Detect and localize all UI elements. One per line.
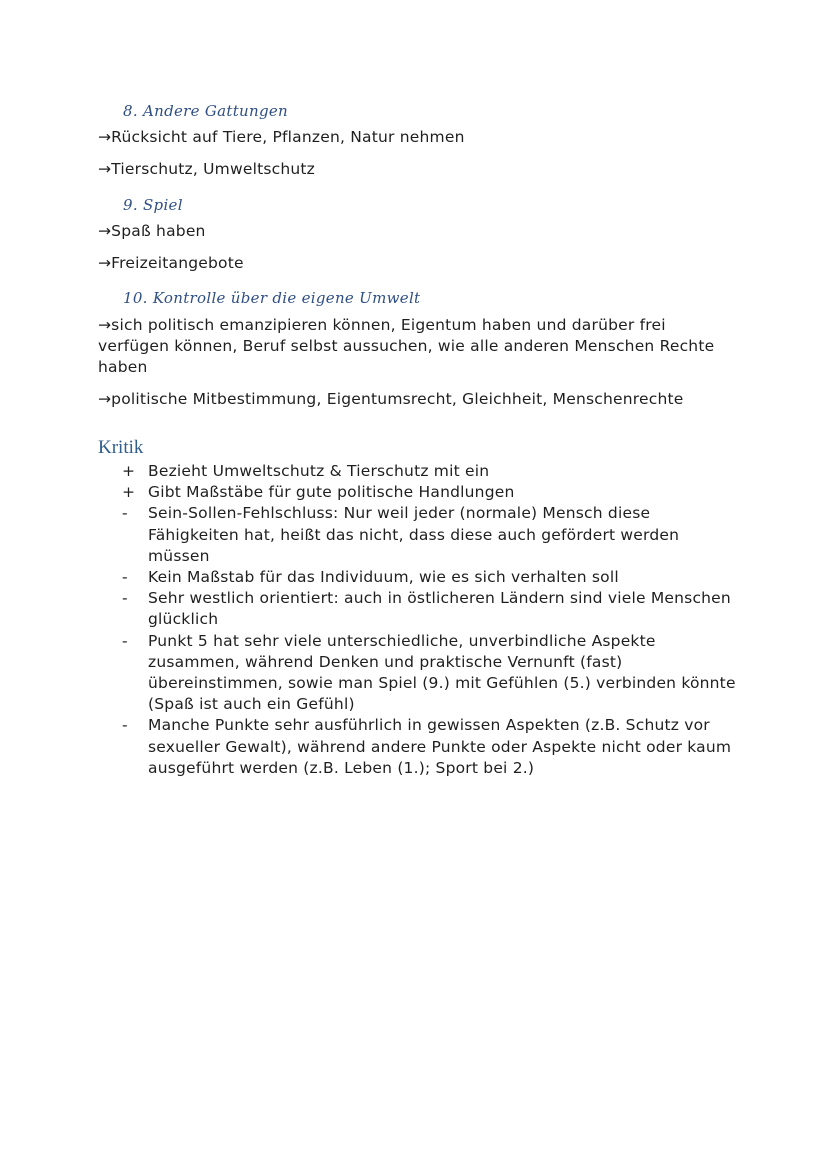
section-heading-spiel: 9. Spiel xyxy=(123,196,183,214)
kritik-title: Kritik xyxy=(98,437,144,458)
kritik-item-text: Bezieht Umweltschutz & Tierschutz mit ein xyxy=(148,462,490,480)
kritik-item-text: Kein Maßstab für das Individuum, wie es sich verhalten soll xyxy=(148,568,619,587)
bullet-marker: + xyxy=(122,483,136,502)
kritik-item xyxy=(118,588,738,630)
kritik-item xyxy=(118,461,738,482)
section-line: →Freizeitangebote xyxy=(98,254,244,272)
bullet-marker: - xyxy=(122,589,128,608)
kritik-item-text: Manche Punkte sehr ausführlich in gewissen Aspekten (z.B. Schutz vor sexueller Gewalt), während andere Punkte oder Aspekte nicht oder kaum ausgeführt werden (z.B. Leben (1.); Sport bei 2.) xyxy=(148,716,732,777)
kritik-item-text: Sein-Sollen-Fehlschluss: Nur weil jeder (normale) Mensch diese Fähigkeiten hat, heißt das nicht, dass diese auch gefördert werden müssen xyxy=(148,504,680,565)
kritik-item xyxy=(118,631,738,716)
bullet-marker: - xyxy=(122,631,128,650)
section-line: →Rücksicht auf Tiere, Pflanzen, Natur nehmen xyxy=(98,128,465,146)
bullet-marker: - xyxy=(122,504,128,523)
bullet-marker: - xyxy=(122,568,128,587)
section-line: →Tierschutz, Umweltschutz xyxy=(98,160,316,178)
kritik-item xyxy=(118,715,738,779)
kritik-item xyxy=(118,482,738,503)
kritik-item-text: Punkt 5 hat sehr viele unterschiedliche, unverbindliche Aspekte zusammen, während Denken und praktische Vernunft (fast) übereinstimmen, sowie man Spiel (9.) mit Gefühlen (5.) verbinden könnte (Spaß ist auch ein Gefühl) xyxy=(148,631,736,714)
kritik-item xyxy=(118,567,738,588)
bullet-marker: + xyxy=(122,462,136,480)
kritik-item xyxy=(118,503,738,567)
section-heading-kontrolle: 10. Kontrolle über die eigene Umwelt xyxy=(123,289,421,307)
bullet-marker: - xyxy=(122,716,128,735)
section-line: →politische Mitbestimmung, Eigentumsrecht, Gleichheit, Menschenrechte xyxy=(98,390,684,408)
section-line: →Spaß haben xyxy=(98,222,206,240)
kritik-item-text: Sehr westlich orientiert: auch in östlicheren Ländern sind viele Menschen glücklich xyxy=(148,589,731,629)
kritik-item-text: Gibt Maßstäbe für gute politische Handlungen xyxy=(148,483,515,502)
kritik-list xyxy=(118,461,738,779)
section-paragraph: →sich politisch emanzipieren können, Eigentum haben und darüber frei verfügen können, Beruf selbst aussuchen, wie alle anderen Menschen Rechte haben xyxy=(98,316,715,376)
section-heading-andere-gattungen: 8. Andere Gattungen xyxy=(123,102,289,120)
